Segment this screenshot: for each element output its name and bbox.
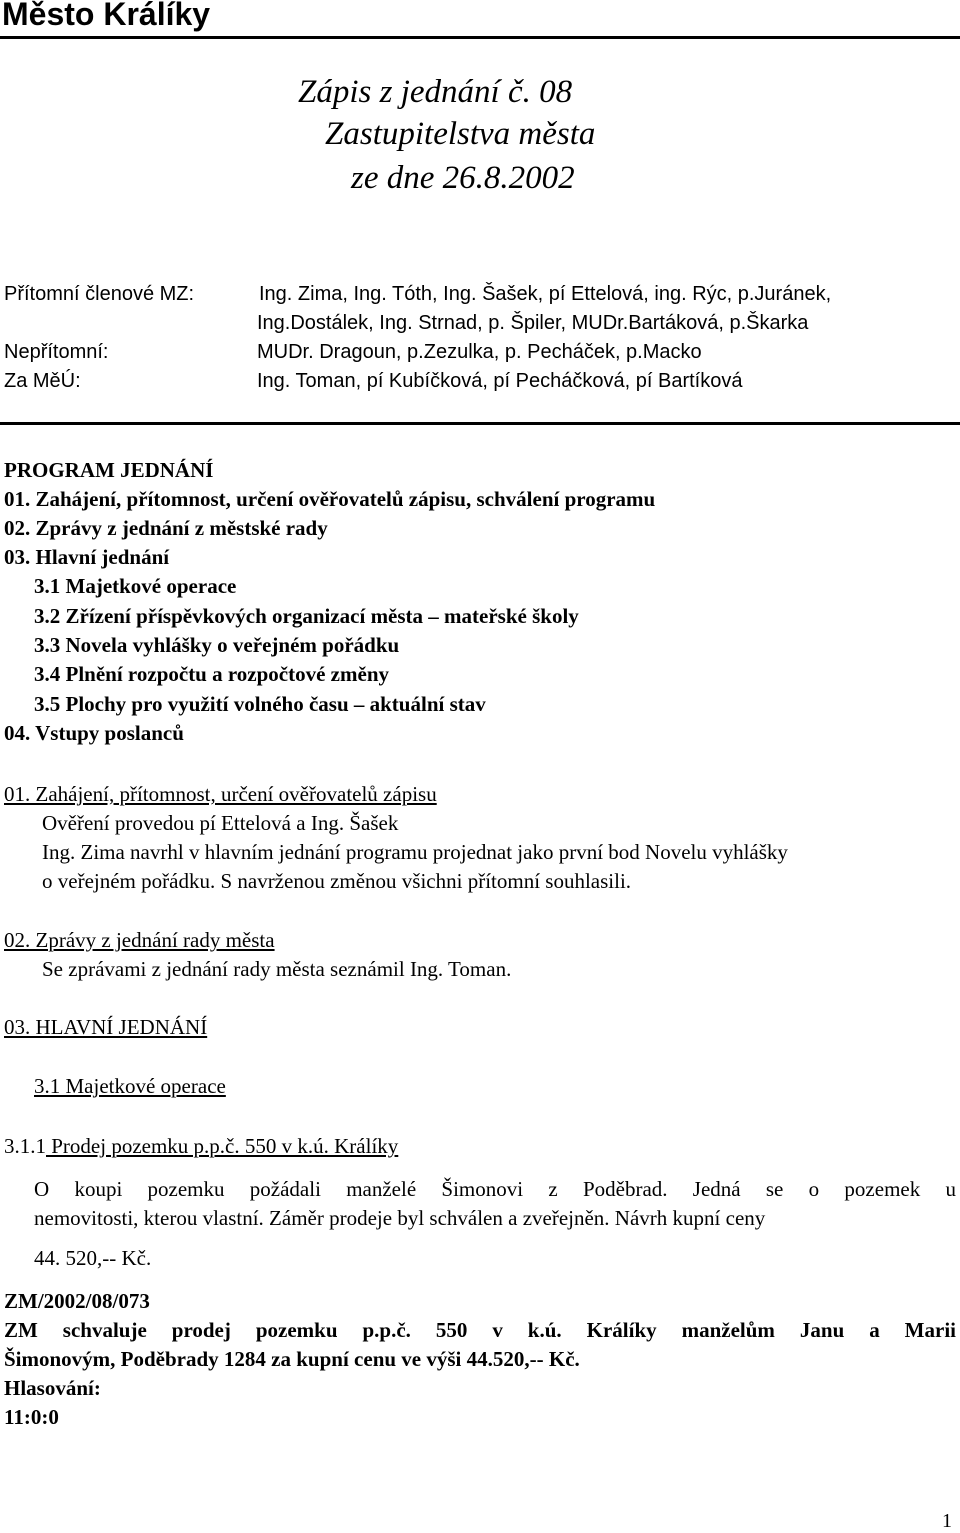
meu-value: Ing. Toman, pí Kubíčková, pí Pecháčková, pí Bartíková xyxy=(257,370,743,392)
section-01-line-3: o veřejném pořádku. S navrženou změnou všichni přítomní souhlasili. xyxy=(42,869,632,893)
section-01-heading: 01. Zahájení, přítomnost, určení ověřovatelů zápisu xyxy=(4,782,437,806)
item-paragraph-line-2: nemovitosti, kterou vlastní. Záměr prodeje byl schválen a zveřejněn. Návrh kupní ceny xyxy=(34,1206,766,1230)
section-3-1-heading: 3.1 Majetkové operace xyxy=(34,1074,226,1098)
program-item-03: 03. Hlavní jednání xyxy=(4,545,170,569)
section-03-heading: 03. HLAVNÍ JEDNÁNÍ xyxy=(4,1015,208,1039)
program-heading: PROGRAM JEDNÁNÍ xyxy=(4,458,214,482)
section-02-heading: 02. Zprávy z jednání rady města xyxy=(4,928,275,952)
present-line-2: Ing.Dostálek, Ing. Strnad, p. Špiler, MUDr.Bartáková, p.Škarka xyxy=(257,312,809,334)
absent-value: MUDr. Dragoun, p.Zezulka, p. Pecháček, p.Macko xyxy=(257,341,702,363)
absent-label: Nepřítomní: xyxy=(4,341,109,363)
section-rule xyxy=(0,422,960,425)
document-title-line-1: Zápis z jednání č. 08 xyxy=(298,74,573,110)
city-heading: Město Králíky xyxy=(2,0,211,32)
vote-result: 11:0:0 xyxy=(4,1405,59,1429)
program-item-3-1: 3.1 Majetkové operace xyxy=(34,574,237,598)
page-number: 1 xyxy=(942,1510,952,1532)
vote-label: Hlasování: xyxy=(4,1376,101,1400)
program-item-04: 04. Vstupy poslanců xyxy=(4,721,184,745)
item-3-1-1-heading xyxy=(4,1134,398,1159)
resolution-line-1: ZM schvaluje prodej pozemku p.p.č. 550 v k.ú. Králíky manželům Janu a Marii xyxy=(4,1318,956,1342)
meu-label: Za MěÚ: xyxy=(4,370,81,392)
document-title-line-2: Zastupitelstva města xyxy=(325,116,596,152)
section-01-line-2: Ing. Zima navrhl v hlavním jednání programu projednat jako první bod Novelu vyhlášky xyxy=(42,840,788,864)
program-item-01: 01. Zahájení, přítomnost, určení ověřovatelů zápisu, schválení programu xyxy=(4,487,656,511)
document-title-line-3: ze dne 26.8.2002 xyxy=(351,160,575,196)
resolution-id: ZM/2002/08/073 xyxy=(4,1289,150,1313)
item-number: 3.1.1 xyxy=(4,1134,46,1158)
item-price: 44. 520,-- Kč. xyxy=(34,1246,152,1270)
program-item-3-4: 3.4 Plnění rozpočtu a rozpočtové změny xyxy=(34,662,390,686)
item-title: Prodej pozemku p.p.č. 550 v k.ú. Králíky xyxy=(46,1134,399,1158)
present-line-1: Ing. Zima, Ing. Tóth, Ing. Šašek, pí Ettelová, ing. Rýc, p.Juránek, xyxy=(259,283,832,305)
program-item-3-2: 3.2 Zřízení příspěvkových organizací města – mateřské školy xyxy=(34,604,579,628)
header-rule xyxy=(0,36,960,39)
section-01-line-1: Ověření provedou pí Ettelová a Ing. Šašek xyxy=(42,811,399,835)
program-item-3-5: 3.5 Plochy pro využití volného času – aktuální stav xyxy=(34,692,486,716)
present-label: Přítomní členové MZ: xyxy=(4,283,195,305)
program-item-02: 02. Zprávy z jednání z městské rady xyxy=(4,516,328,540)
section-02-line-1: Se zprávami z jednání rady města seznámil Ing. Toman. xyxy=(42,957,512,981)
item-paragraph-line-1: O koupi pozemku požádali manželé Šimonovi z Poděbrad. Jedná se o pozemek u xyxy=(34,1177,956,1201)
program-item-3-3: 3.3 Novela vyhlášky o veřejném pořádku xyxy=(34,633,400,657)
resolution-line-2: Šimonovým, Poděbrady 1284 za kupní cenu ve výši 44.520,-- Kč. xyxy=(4,1347,580,1371)
